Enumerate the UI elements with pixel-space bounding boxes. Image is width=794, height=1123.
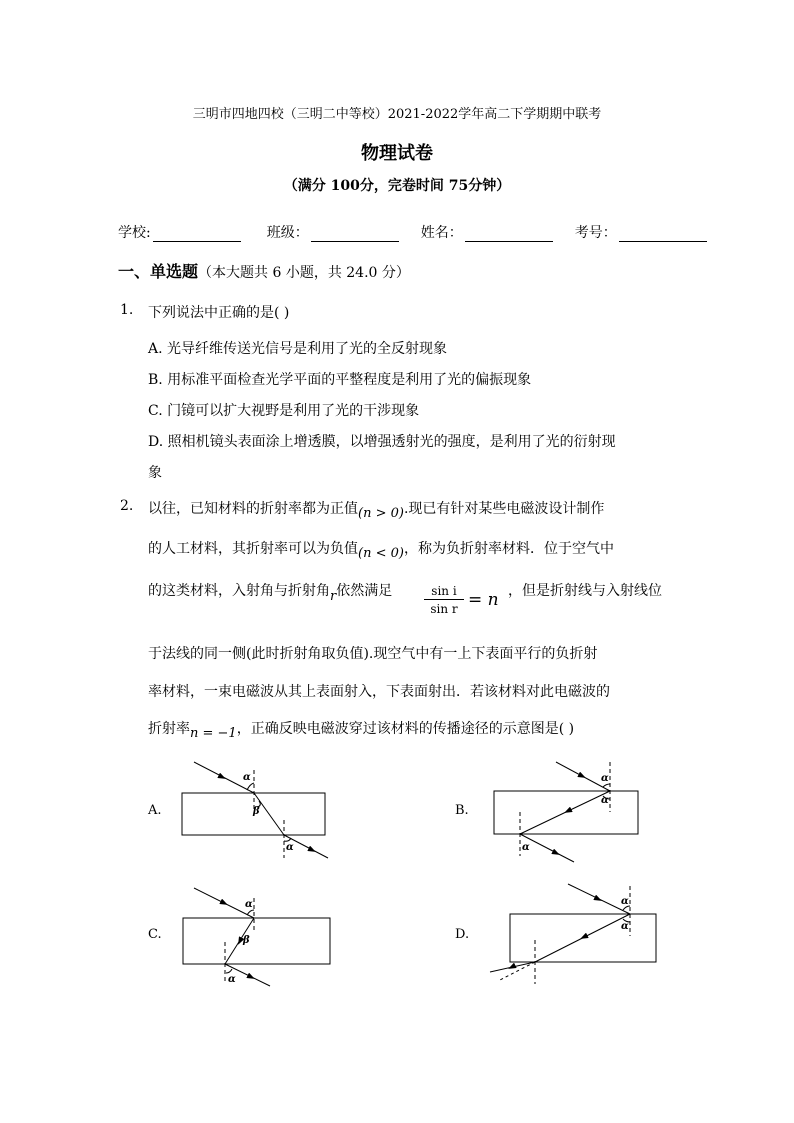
q2-frac-den: sin r bbox=[430, 602, 458, 616]
q2-math-r: r bbox=[330, 589, 337, 604]
q2-line4: 于法线的同一侧(此时折射角取负值).现空气中有一上下表面平行的负折射 bbox=[148, 646, 598, 662]
class-label: 班级： bbox=[266, 225, 309, 241]
page-title: 物理试卷 bbox=[361, 143, 433, 164]
diagram-a-beta: β bbox=[253, 806, 260, 817]
diagram-d-extension bbox=[500, 962, 535, 980]
diagram-d bbox=[490, 884, 656, 984]
q1-option-c[interactable]: C. 门镜可以扩大视野是利用了光的干涉现象 bbox=[148, 403, 420, 419]
q2-math-n-minus1: n = −1 bbox=[190, 726, 237, 741]
diagram-d-exit-ray bbox=[490, 962, 535, 972]
diagram-c bbox=[183, 888, 330, 986]
exam-number-label: 考号： bbox=[574, 225, 617, 241]
q1-option-d-cont: 象 bbox=[148, 465, 162, 481]
q2-math-n-pos: (n > 0) bbox=[358, 506, 404, 521]
diagram-d-alpha-in: α bbox=[621, 921, 629, 932]
diagram-b-alpha-top: α bbox=[601, 773, 609, 784]
name-label: 姓名： bbox=[420, 225, 463, 241]
diagram-a-alpha-exit: α bbox=[286, 842, 294, 853]
section-title: 一、单选题 bbox=[118, 262, 199, 281]
q2-frac-num: sin i bbox=[424, 584, 464, 600]
q2-number: 2. bbox=[120, 498, 134, 514]
section-note: （本大题共 6 小题，共 24.0 分） bbox=[198, 265, 410, 281]
diagram-a-arc-alpha bbox=[247, 783, 254, 790]
q2-line1a: 以往，已知材料的折射率都为正值 bbox=[148, 501, 358, 517]
school-label: 学校: bbox=[118, 225, 151, 241]
diagram-c-label[interactable]: C. bbox=[148, 927, 162, 942]
diagram-a-alpha: α bbox=[243, 772, 251, 783]
q1-option-b[interactable]: B. 用标准平面检查光学平面的平整程度是利用了光的偏振现象 bbox=[148, 372, 532, 388]
q1-option-d[interactable]: D. 照相机镜头表面涂上增透膜，以增强透射光的强度，是利用了光的衍射现 bbox=[148, 434, 616, 450]
q1-stem: 下列说法中正确的是( ) bbox=[148, 305, 290, 321]
diagram-b-alpha-in: α bbox=[601, 795, 609, 806]
q2-math-n-neg: (n < 0) bbox=[358, 546, 404, 561]
diagram-d-alpha-top: α bbox=[621, 896, 629, 907]
diagram-b-label[interactable]: B. bbox=[455, 803, 469, 818]
exam-subtitle: （满分 100分，完卷时间 75分钟） bbox=[283, 178, 511, 194]
q2-line3b: 依然满足 bbox=[336, 583, 393, 599]
diagram-b bbox=[494, 762, 638, 862]
q1-number: 1. bbox=[120, 302, 134, 318]
diagram-c-alpha-exit: α bbox=[228, 974, 236, 985]
diagram-c-beta: β bbox=[243, 935, 250, 946]
q2-line6b: ，正确反映电磁波穿过该材料的传播途径的示意图是( ) bbox=[236, 721, 575, 737]
q2-frac-eq: = n bbox=[468, 590, 499, 610]
diagram-d-label[interactable]: D. bbox=[455, 927, 470, 942]
q2-line5: 率材料，一束电磁波从其上表面射入，下表面射出．若该材料对此电磁波的 bbox=[148, 684, 610, 700]
diagram-b-alpha-exit: α bbox=[522, 842, 530, 853]
q2-line1b: .现已有针对某些电磁波设计制作 bbox=[403, 501, 605, 517]
diagram-c-alpha: α bbox=[245, 899, 253, 910]
diagram-a-label[interactable]: A. bbox=[148, 803, 162, 818]
q1-option-a[interactable]: A. 光导纤维传送光信号是利用了光的全反射现象 bbox=[148, 341, 448, 357]
exam-header: 三明市四地四校（三明二中等校）2021-2022学年高二下学期期中联考 bbox=[192, 107, 602, 122]
q2-line3a: 的这类材料，入射角与折射角 bbox=[148, 583, 330, 599]
q2-line2a: 的人工材料，其折射率可以为负值 bbox=[148, 541, 358, 557]
q2-line2b: ，称为负折射率材料．位于空气中 bbox=[403, 541, 614, 557]
q2-line6a: 折射率 bbox=[148, 721, 190, 737]
q2-line3c: ，但是折射线与入射线位 bbox=[508, 583, 662, 599]
diagram-b-refracted-ray bbox=[520, 791, 610, 834]
diagram-c-slab bbox=[183, 918, 330, 964]
